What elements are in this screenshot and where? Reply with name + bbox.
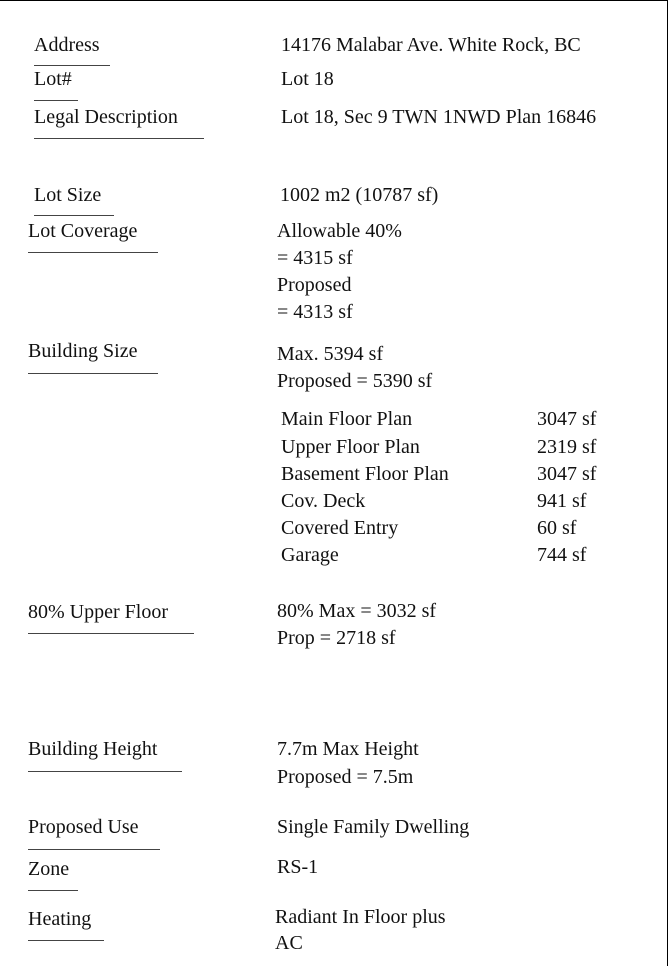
upper-floor-line: Prop = 2718 sf — [277, 627, 396, 649]
building-height-label: Building Height — [28, 738, 158, 760]
lot-coverage-label-underline — [28, 252, 158, 253]
breakdown-item-name: Upper Floor Plan — [281, 436, 420, 458]
legal-description-label-underline — [34, 138, 204, 139]
lot-number-label-underline — [34, 100, 78, 101]
building-height-label-underline — [28, 771, 182, 772]
breakdown-item-name: Covered Entry — [281, 517, 399, 539]
breakdown-item-area: 3047 sf — [537, 408, 597, 430]
breakdown-item-name: Main Floor Plan — [281, 408, 413, 430]
breakdown-item-area: 744 sf — [537, 544, 587, 566]
proposed-use-value: Single Family Dwelling — [277, 816, 470, 838]
lot-coverage-line: Allowable 40% — [277, 220, 402, 242]
heating-label-underline — [28, 940, 104, 941]
breakdown-item-name: Cov. Deck — [281, 490, 366, 512]
lot-coverage-line: = 4313 sf — [277, 301, 353, 323]
upper-floor-label: 80% Upper Floor — [28, 601, 168, 623]
breakdown-item-area: 3047 sf — [537, 463, 597, 485]
building-size-label-underline — [28, 373, 158, 374]
lot-coverage-line: = 4315 sf — [277, 247, 353, 269]
address-value: 14176 Malabar Ave. White Rock, BC — [281, 34, 581, 56]
zone-label: Zone — [28, 858, 70, 880]
heating-label: Heating — [28, 908, 92, 930]
building-size-line: Proposed = 5390 sf — [277, 370, 433, 392]
building-height-line: 7.7m Max Height — [277, 738, 419, 760]
zone-value: RS-1 — [277, 856, 319, 878]
breakdown-item-name: Garage — [281, 544, 339, 566]
lot-number-label: Lot# — [34, 68, 72, 90]
heating-line: Radiant In Floor plus — [275, 906, 446, 928]
zone-label-underline — [28, 890, 78, 891]
legal-description-value: Lot 18, Sec 9 TWN 1NWD Plan 16846 — [281, 106, 597, 128]
lot-number-value: Lot 18 — [281, 68, 334, 90]
building-size-label: Building Size — [28, 340, 138, 362]
breakdown-item-area: 941 sf — [537, 490, 587, 512]
heating-line: AC — [275, 932, 303, 954]
lot-coverage-label: Lot Coverage — [28, 220, 138, 242]
lot-coverage-line: Proposed — [277, 274, 352, 296]
proposed-use-label-underline — [28, 849, 160, 850]
breakdown-item-name: Basement Floor Plan — [281, 463, 449, 485]
upper-floor-line: 80% Max = 3032 sf — [277, 600, 437, 622]
breakdown-item-area: 60 sf — [537, 517, 577, 539]
lot-size-value: 1002 m2 (10787 sf) — [280, 184, 439, 206]
building-size-line: Max. 5394 sf — [277, 343, 384, 365]
lot-size-label: Lot Size — [34, 184, 102, 206]
breakdown-item-area: 2319 sf — [537, 436, 597, 458]
legal-description-label: Legal Description — [34, 106, 178, 128]
address-label: Address — [34, 34, 100, 56]
upper-floor-label-underline — [28, 633, 194, 634]
building-height-line: Proposed = 7.5m — [277, 766, 414, 788]
lot-size-label-underline — [34, 215, 114, 216]
proposed-use-label: Proposed Use — [28, 816, 139, 838]
